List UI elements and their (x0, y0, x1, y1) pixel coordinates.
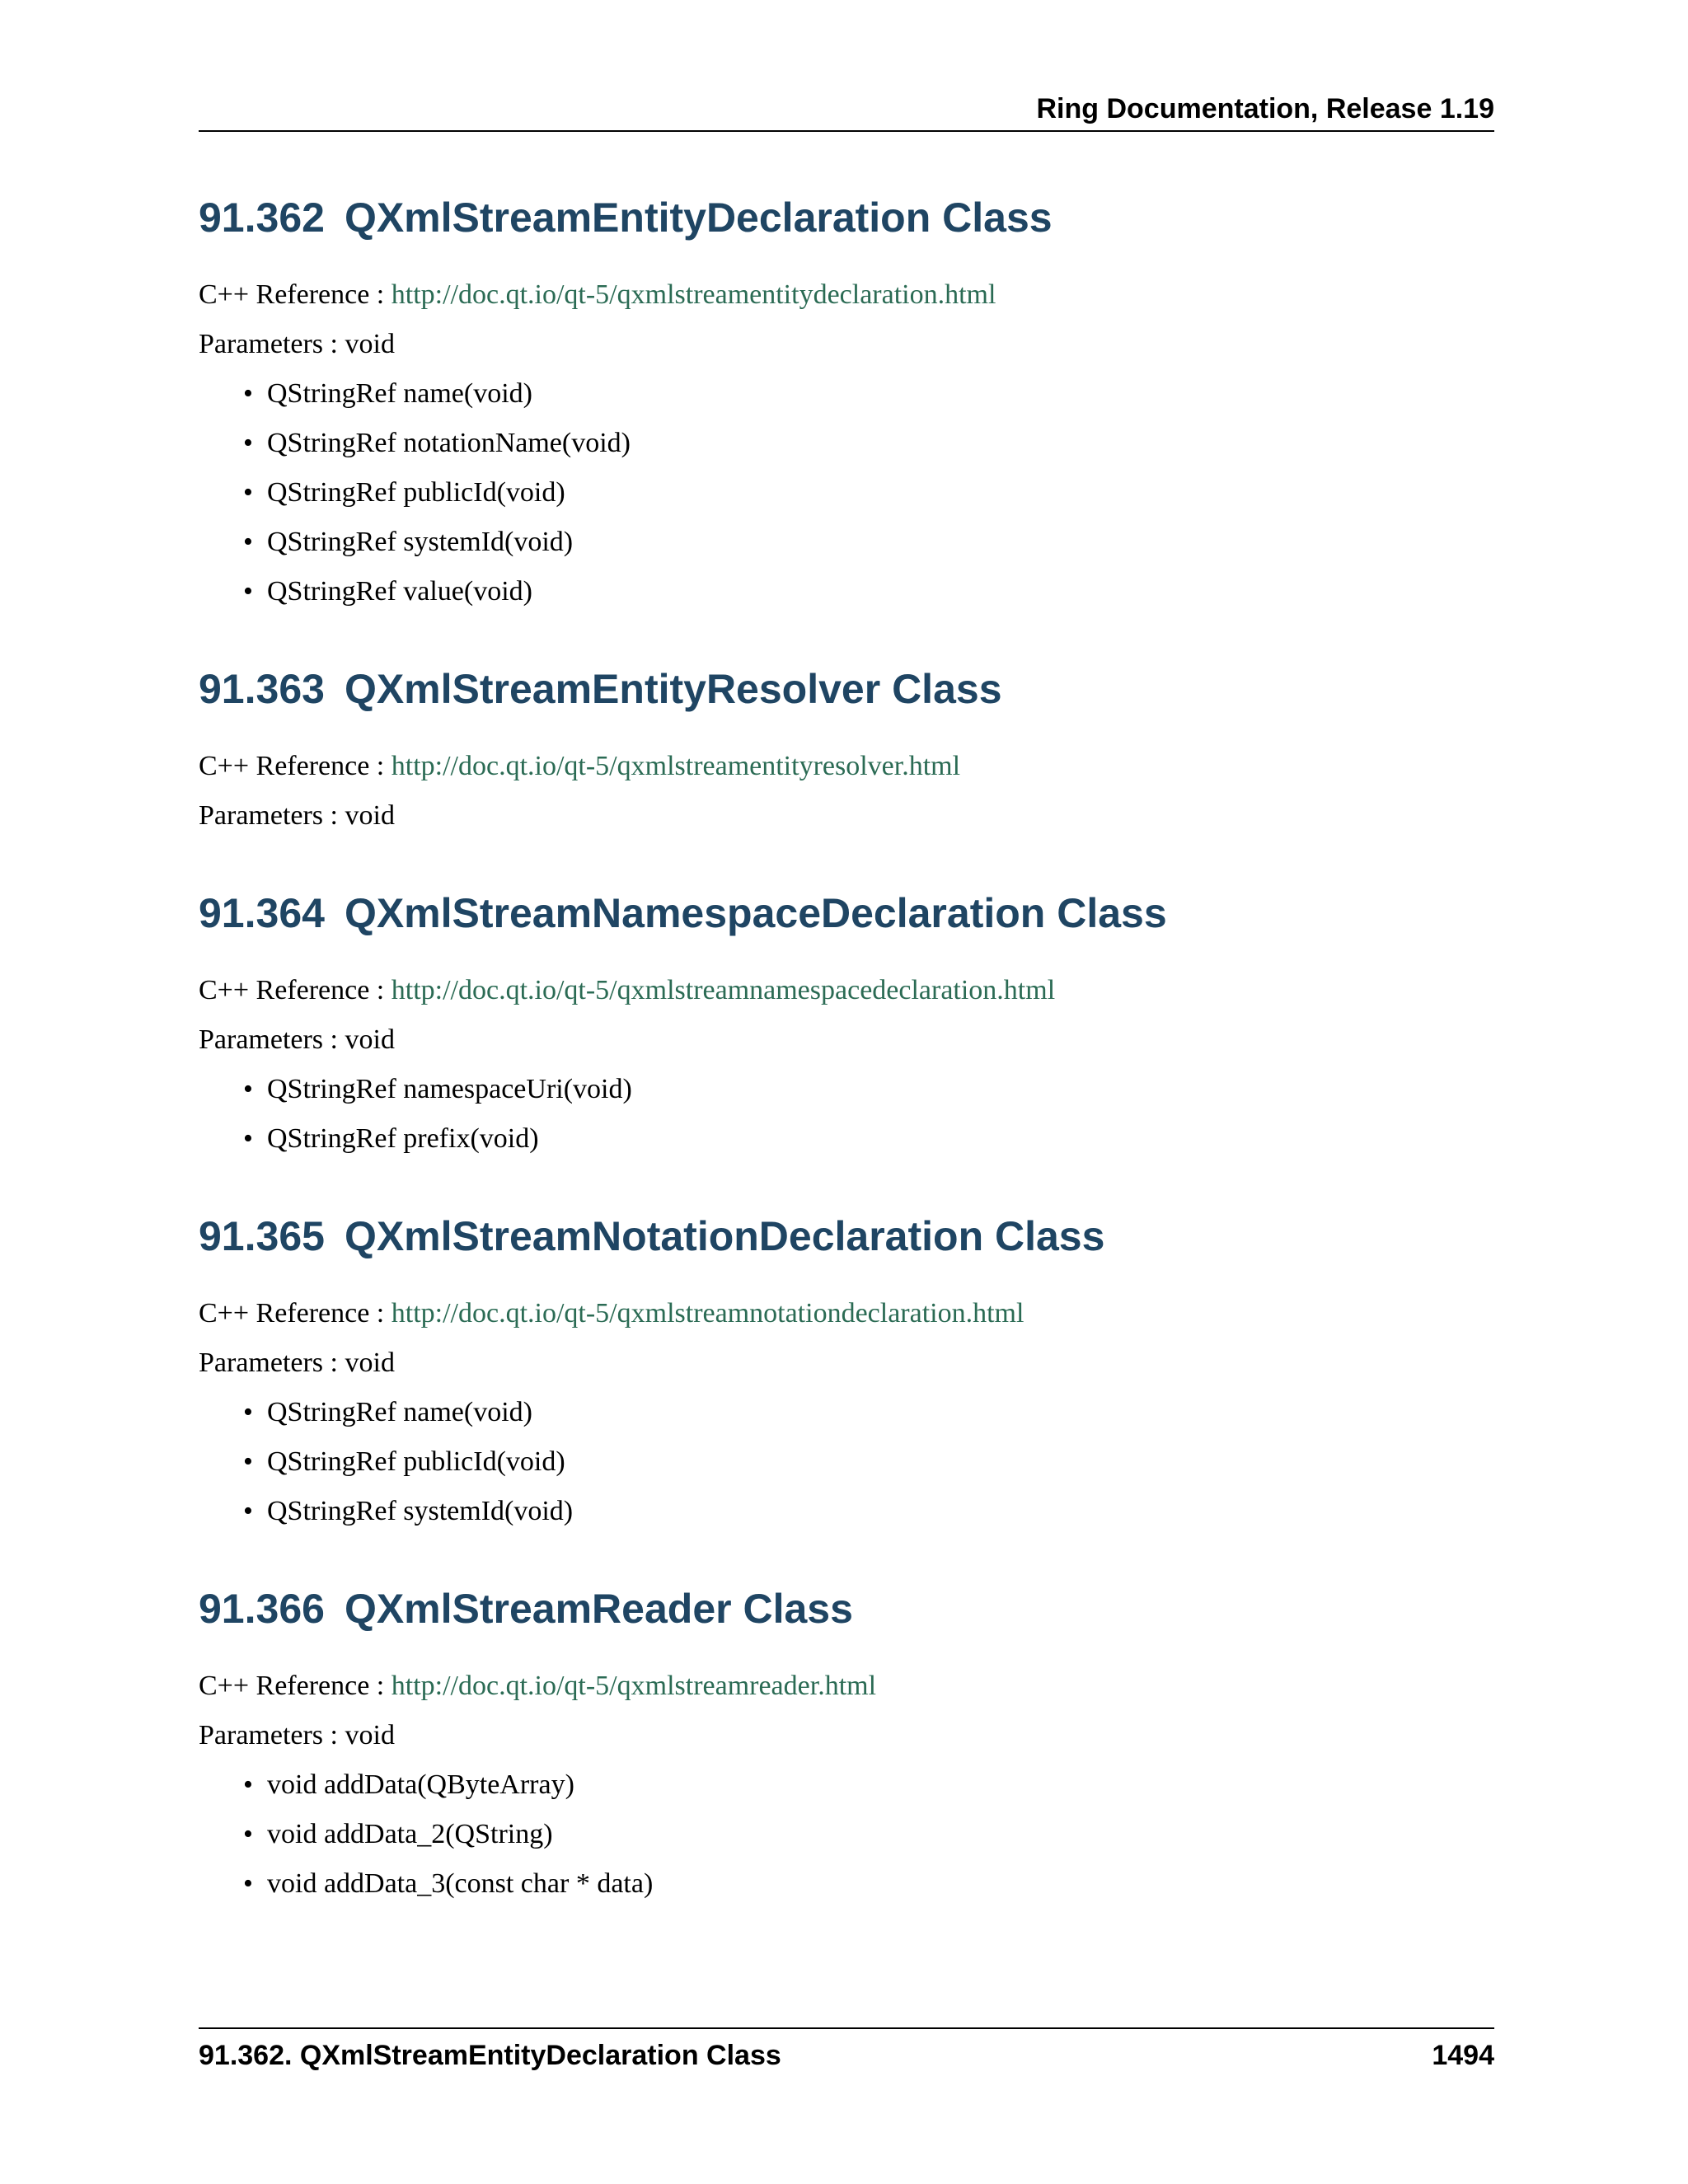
reference-link[interactable]: http://doc.qt.io/qt-5/qxmlstreamreader.html (391, 1671, 877, 1701)
method-list (199, 377, 1494, 608)
method-signature: QStringRef notationName(void) (267, 428, 631, 458)
section-number: 91.365 (199, 1213, 325, 1259)
reference-link[interactable]: http://doc.qt.io/qt-5/qxmlstreamentitydeclaration.html (391, 279, 996, 310)
list-item (199, 575, 1494, 608)
section-heading (199, 664, 1494, 714)
bullet-icon: • (243, 1819, 253, 1849)
method-signature: QStringRef name(void) (267, 378, 532, 409)
reference-link[interactable]: http://doc.qt.io/qt-5/qxmlstreamnotationdeclaration.html (391, 1298, 1025, 1329)
parameters-label: Parameters : (199, 800, 338, 831)
class-section (199, 1584, 1494, 1900)
method-signature: QStringRef value(void) (267, 576, 532, 607)
list-item (199, 1446, 1494, 1479)
list-item (199, 1073, 1494, 1106)
section-title: QXmlStreamNamespaceDeclaration Class (344, 890, 1167, 936)
bullet-icon: • (243, 378, 253, 409)
section-title: QXmlStreamEntityDeclaration Class (344, 194, 1053, 241)
parameters (199, 328, 1494, 361)
parameters-value: void (345, 1347, 395, 1378)
cpp-reference (199, 1670, 1494, 1703)
method-signature: QStringRef prefix(void) (267, 1123, 539, 1154)
reference-link[interactable]: http://doc.qt.io/qt-5/qxmlstreamnamespacedeclaration.html (391, 975, 1056, 1005)
bullet-icon: • (243, 1446, 253, 1477)
reference-label: C++ Reference : (199, 279, 385, 310)
list-item (199, 1495, 1494, 1528)
section-heading (199, 1584, 1494, 1633)
parameters (199, 1024, 1494, 1057)
section-number: 91.363 (199, 666, 325, 712)
bullet-icon: • (243, 1769, 253, 1800)
cpp-reference (199, 974, 1494, 1007)
bullet-icon: • (243, 576, 253, 607)
reference-link[interactable]: http://doc.qt.io/qt-5/qxmlstreamentityresolver.html (391, 751, 961, 781)
class-section (199, 888, 1494, 1155)
parameters-label: Parameters : (199, 329, 338, 359)
parameters-label: Parameters : (199, 1720, 338, 1750)
section-number: 91.364 (199, 890, 325, 936)
list-item (199, 1122, 1494, 1155)
parameters-value: void (345, 800, 395, 831)
list-item (199, 1818, 1494, 1851)
parameters (199, 1347, 1494, 1380)
list-item (199, 377, 1494, 410)
section-heading (199, 1212, 1494, 1261)
method-signature: void addData_3(const char * data) (267, 1868, 654, 1899)
list-item (199, 1769, 1494, 1802)
bullet-icon: • (243, 1496, 253, 1526)
cpp-reference (199, 750, 1494, 783)
method-signature: QStringRef publicId(void) (267, 1446, 565, 1477)
method-list (199, 1073, 1494, 1155)
section-heading (199, 193, 1494, 242)
reference-label: C++ Reference : (199, 975, 385, 1005)
bullet-icon: • (243, 527, 253, 557)
bullet-icon: • (243, 1123, 253, 1154)
parameters (199, 1719, 1494, 1752)
class-section (199, 664, 1494, 832)
method-signature: QStringRef systemId(void) (267, 527, 574, 557)
method-signature: QStringRef namespaceUri(void) (267, 1074, 632, 1104)
bullet-icon: • (243, 1868, 253, 1899)
method-list (199, 1769, 1494, 1900)
class-section (199, 193, 1494, 608)
bullet-icon: • (243, 428, 253, 458)
parameters-value: void (345, 1024, 395, 1055)
document-title: Ring Documentation, Release 1.19 (1036, 93, 1494, 124)
cpp-reference (199, 279, 1494, 312)
cpp-reference (199, 1297, 1494, 1330)
parameters-value: void (345, 329, 395, 359)
list-item (199, 526, 1494, 559)
section-number: 91.362 (199, 194, 325, 241)
list-item (199, 1868, 1494, 1900)
reference-label: C++ Reference : (199, 1298, 385, 1329)
list-item (199, 476, 1494, 509)
method-signature: void addData(QByteArray) (267, 1769, 574, 1800)
reference-label: C++ Reference : (199, 751, 385, 781)
method-signature: void addData_2(QString) (267, 1819, 553, 1849)
list-item (199, 1396, 1494, 1429)
reference-label: C++ Reference : (199, 1671, 385, 1701)
section-title: QXmlStreamReader Class (344, 1586, 853, 1632)
section-number: 91.366 (199, 1586, 325, 1632)
bullet-icon: • (243, 1074, 253, 1104)
parameters-label: Parameters : (199, 1024, 338, 1055)
method-signature: QStringRef systemId(void) (267, 1496, 574, 1526)
section-title: QXmlStreamEntityResolver Class (344, 666, 1002, 712)
parameters-value: void (345, 1720, 395, 1750)
parameters-label: Parameters : (199, 1347, 338, 1378)
class-section (199, 1212, 1494, 1528)
parameters (199, 799, 1494, 832)
section-title: QXmlStreamNotationDeclaration Class (344, 1213, 1105, 1259)
section-heading (199, 888, 1494, 938)
page-number: 1494 (1432, 2040, 1494, 2071)
page-header (199, 92, 1494, 132)
page-footer (199, 2027, 1494, 2079)
list-item (199, 427, 1494, 460)
method-signature: QStringRef publicId(void) (267, 477, 565, 508)
bullet-icon: • (243, 1397, 253, 1427)
method-list (199, 1396, 1494, 1528)
method-signature: QStringRef name(void) (267, 1397, 532, 1427)
page-content (199, 130, 1494, 1900)
footer-section-title: 91.362. QXmlStreamEntityDeclaration Class (199, 2040, 781, 2071)
bullet-icon: • (243, 477, 253, 508)
